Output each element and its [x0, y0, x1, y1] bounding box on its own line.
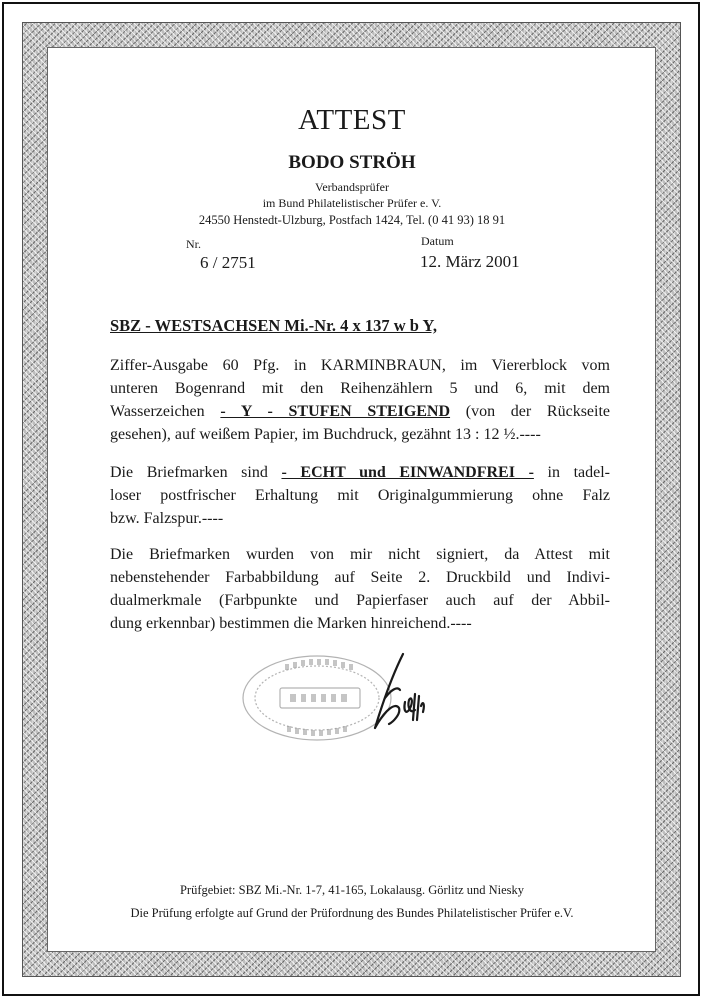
- signature-note-paragraph: [110, 543, 610, 635]
- paragraph-line: unteren Bogenrand mit den Reihenzählern 5 und 6, mit dem: [110, 380, 610, 397]
- paragraph-line: Die Briefmarken wurden von mir nicht signiert, da Attest mit: [110, 546, 610, 563]
- official-stamp-signature-icon: [235, 640, 425, 750]
- date-label: Datum: [421, 234, 454, 248]
- examiner-name: BODO STRÖH: [288, 152, 416, 173]
- verdict-highlight: - ECHT und EINWANDFREI -: [281, 464, 534, 481]
- examination-scope-footer: Prüfgebiet: SBZ Mi.-Nr. 1-7, 41-165, Lokalausg. Görlitz und Niesky: [179, 883, 525, 897]
- paragraph-line: dung erkennbar) bestimmen die Marken hinreichend.----: [110, 615, 472, 632]
- examination-rules-footer: Die Prüfung erfolgte auf Grund der Prüfordnung des Bundes Philatelistischer Prüfer e.V.: [130, 906, 574, 920]
- watermark-highlight: - Y - STUFEN STEIGEND: [220, 403, 451, 420]
- stamp-catalogue-heading: SBZ - WESTSACHSEN Mi.-Nr. 4 x 137 w b Y,: [110, 316, 438, 335]
- text-fragment: Wasserzeichen: [110, 403, 221, 420]
- paragraph-line: dualmerkmale (Farbpunkte und Papierfaser auch auf der Abbil-: [110, 592, 610, 609]
- verdict-paragraph: [110, 461, 610, 530]
- paragraph-line: bzw. Falzspur.----: [110, 510, 224, 527]
- number-label: Nr.: [186, 237, 201, 251]
- examiner-address: 24550 Henstedt-Ulzburg, Postfach 1424, Tel. (0 41 93) 18 91: [198, 213, 506, 227]
- text-fragment: Die Briefmarken sind: [110, 464, 282, 481]
- examiner-association: im Bund Philatelistischer Prüfer e. V.: [262, 196, 442, 210]
- paragraph-line: [110, 461, 610, 484]
- certificate-title: ATTEST: [298, 104, 406, 136]
- text-fragment: in tadel-: [533, 464, 610, 481]
- text-fragment: (von der Rückseite: [450, 403, 611, 420]
- paragraph-line: gesehen), auf weißem Papier, im Buchdruck, gezähnt 13 : 12 ½.----: [110, 426, 541, 443]
- certificate-date: 12. März 2001: [420, 252, 520, 271]
- paragraph-line: Ziffer-Ausgabe 60 Pfg. in KARMINBRAUN, im Viererblock vom: [110, 357, 610, 374]
- description-paragraph: [110, 354, 610, 446]
- certificate-number: 6 / 2751: [200, 253, 256, 272]
- paragraph-line: [110, 400, 610, 423]
- paragraph-line: nebenstehender Farbabbildung auf Seite 2. Druckbild und Indivi-: [110, 569, 610, 586]
- examiner-role: Verbandsprüfer: [315, 180, 389, 194]
- paragraph-line: loser postfrischer Erhaltung mit Originalgummierung ohne Falz: [110, 487, 610, 504]
